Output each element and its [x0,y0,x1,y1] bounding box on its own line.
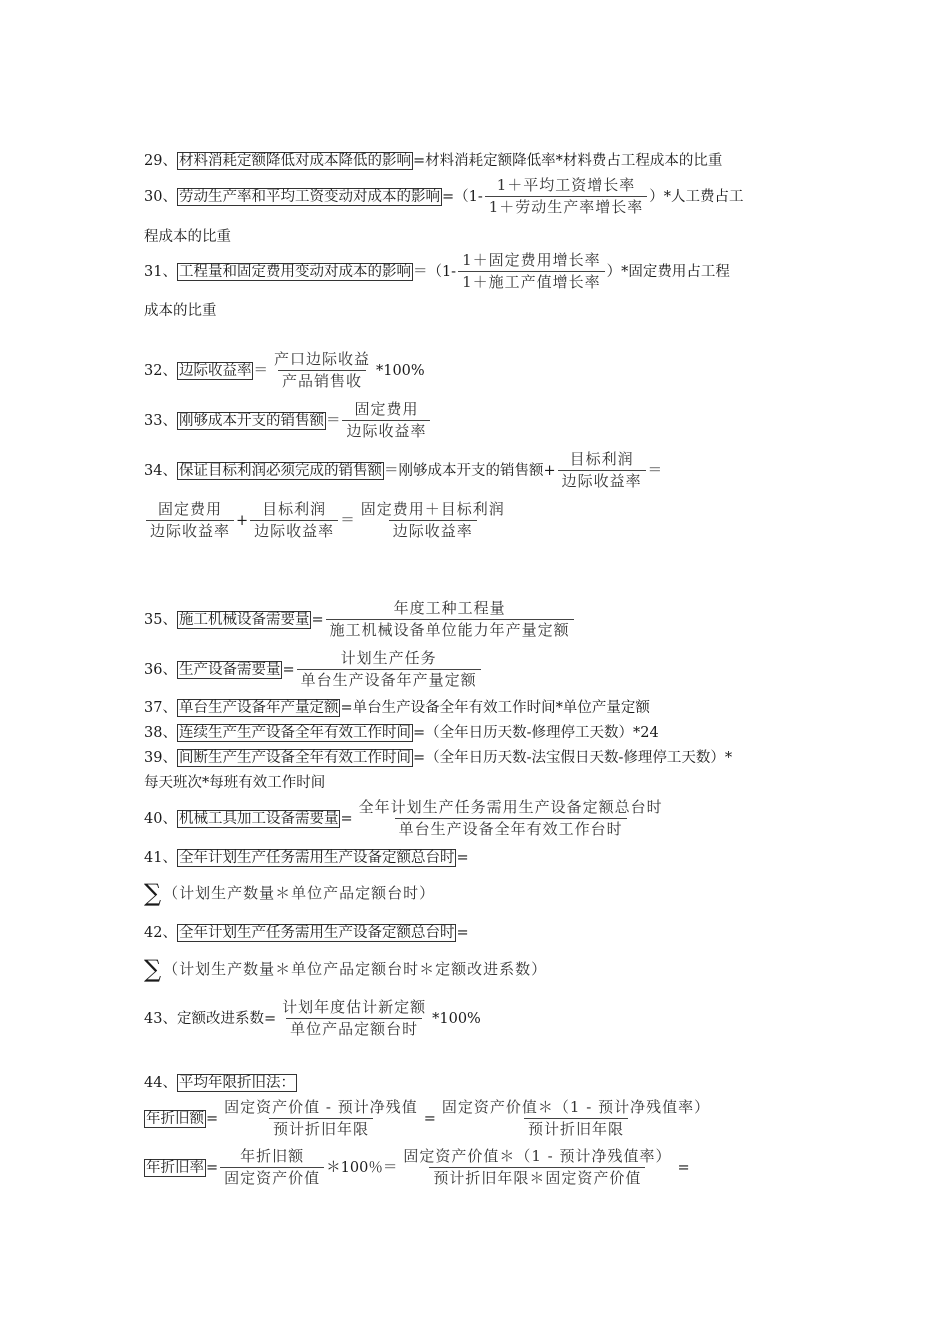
numerator: 目标利润 [569,450,634,468]
formula-text: = [311,611,324,628]
fraction [297,649,481,690]
term-box: 保证目标利润必须完成的销售额 [178,462,382,479]
fraction [220,1098,422,1139]
sum-expression: （计划生产数量＊单位产品定额台时＊定额改进系数） [163,960,548,978]
item-number: 29、 [144,153,177,169]
formula-34 [144,450,662,491]
fraction [342,400,430,441]
sigma-symbol: ∑ [144,955,162,983]
fraction [250,500,338,541]
numerator: 年度工种工程量 [393,599,506,617]
equals-sign: = [206,1159,219,1176]
denominator: 施工机械设备单位能力年产量定额 [326,619,574,640]
term-box: 年折旧额 [146,1110,204,1127]
formula-text: = [456,850,469,866]
item-number: 44、 [144,1075,177,1091]
fraction [458,251,605,292]
denominator: 预计折旧年限＊固定资产价值 [429,1167,645,1188]
denominator: 固定资产价值 [220,1167,324,1188]
numerator: 1＋固定费用增长率 [462,251,601,269]
formula-41-sum [144,879,436,907]
term-box: 边际收益率 [178,362,252,379]
numerator: 年折旧额 [240,1147,305,1165]
fraction [438,1098,714,1139]
term-box: 平均年限折旧法： [178,1075,295,1091]
formula-text: =（1- [441,188,483,205]
formula-text: ＝ [253,362,268,379]
item-number: 33、 [144,412,177,429]
numerator: 固定费用 [158,500,223,518]
formula-37 [144,698,650,718]
term-box: 连续生产生产设备全年有效工作时间 [178,725,411,741]
formula-text: ＊100％＝ [326,1159,398,1176]
item-number: 36、 [144,661,177,678]
item-number: 30、 [144,188,177,205]
term-box: 生产设备需要量 [178,661,281,678]
denominator: 边际收益率 [250,520,338,541]
term-box: 工程量和固定费用变动对成本的影响 [178,263,411,280]
term-box: 全年计划生产任务需用生产设备定额总台时 [178,850,455,866]
sum-expression: （计划生产数量＊单位产品定额台时） [163,884,436,902]
formula-text: =（全年日历天数-法宝假日天数-修理停工天数）* [412,750,733,766]
formula-text: ＝ [647,462,663,479]
numerator: 计划生产任务 [340,649,437,667]
denominator: 1＋施工产值增长率 [458,271,605,292]
formula-36 [144,649,483,690]
sigma-symbol: ∑ [144,879,162,907]
formula-30 [144,176,744,217]
item-number: 34、 [144,462,177,479]
term-box: 施工机械设备需要量 [178,611,310,628]
denominator: 预计折旧年限 [269,1118,373,1139]
formula-text: ＝刚够成本开支的销售额+ [383,462,556,479]
formula-text: ＝ [325,412,341,429]
item-number: 39、 [144,750,177,766]
denominator: 单台生产设备全年有效工作台时 [395,818,627,839]
formula-42-sum [144,955,548,983]
item-number: 35、 [144,611,177,628]
fraction [357,500,509,541]
term-box: 材料消耗定额降低对成本降低的影响 [178,153,411,169]
formula-31 [144,251,730,292]
formula-text: ＝（1- [412,263,457,280]
denominator: 边际收益率 [558,470,646,491]
formula-35 [144,599,576,640]
denominator: 单位产品定额台时 [286,1018,422,1039]
term-box: 刚够成本开支的销售额 [178,412,324,429]
item-number: 38、 [144,725,177,741]
denominator: 边际收益率 [146,520,234,541]
term-box: 机械工具加工设备需要量 [178,810,339,827]
equals-sign: = [206,1110,219,1127]
numerator: 固定资产价值＊（1 - 预计净残值率） [441,1098,711,1116]
equals-sign: ＝ [340,512,355,529]
formula-40 [144,798,669,839]
item-number: 40、 [144,810,177,827]
formula-29 [144,151,722,171]
term-box: 单台生产设备年产量定额 [178,700,339,716]
formula-text: = [282,661,295,678]
term-box: 劳动生产率和平均工资变动对成本的影响 [178,188,440,205]
fraction [399,1147,675,1188]
fraction [558,450,646,491]
plus-sign: + [236,512,249,529]
formula-44 [144,1073,297,1093]
denominator: 产品销售收 [278,370,366,391]
numerator: 固定费用＋目标利润 [360,500,505,518]
fraction [146,500,234,541]
fraction [485,176,648,217]
numerator: 固定资产价值＊（1 - 预计净残值率） [403,1147,672,1165]
formula-text: *100% [375,362,425,379]
continuation-text: 每天班次*每班有效工作时间 [144,775,326,791]
numerator: 固定费用 [354,400,419,418]
numerator: 全年计划生产任务需用生产设备定额总台时 [358,798,663,816]
denominator: 预计折旧年限 [524,1118,628,1139]
denominator: 单台生产设备年产量定额 [297,669,481,690]
equals-sign: = [423,1110,436,1127]
numerator: 固定资产价值 - 预计净残值 [224,1098,418,1116]
formula-34-line2 [144,500,511,541]
item-number: 32、 [144,362,177,379]
formula-text: =材料消耗定额降低率*材料费占工程成本的比重 [412,153,723,169]
term-box: 全年计划生产任务需用生产设备定额总台时 [178,925,455,941]
formula-44-annual-depreciation [144,1098,716,1139]
item-number: 41、 [144,850,177,866]
denominator: 边际收益率 [342,420,430,441]
denominator: 边际收益率 [389,520,477,541]
item-number: 37、 [144,700,177,716]
item-number: 43、 [144,1010,177,1027]
formula-32 [144,350,425,391]
fraction [326,599,574,640]
numerator: 计划年度估计新定额 [282,998,427,1016]
formula-38 [144,723,659,743]
formula-39 [144,748,732,768]
continuation-text: 成本的比重 [144,303,217,319]
numerator: 产口边际收益 [273,350,370,368]
formula-43 [144,998,481,1039]
formula-33 [144,400,432,441]
formula-42 [144,923,469,943]
fraction [278,998,430,1039]
formula-text: ）*人工费占工 [649,188,744,205]
denominator: 1＋劳动生产率增长率 [485,196,648,217]
formula-text: =单台生产设备全年有效工作时间*单位产量定额 [340,700,650,716]
formula-text: = [456,925,469,941]
term-box: 间断生产生产设备全年有效工作时间 [178,750,411,766]
fraction [355,798,667,839]
fraction [220,1147,324,1188]
formula-text: ）*固定费用占工程 [606,263,730,280]
continuation-text: 程成本的比重 [144,229,231,245]
term-box: 年折旧率 [146,1159,204,1176]
formula-text: =（全年日历天数-修理停工天数）*24 [412,725,659,741]
numerator: 1＋平均工资增长率 [496,176,636,194]
formula-41 [144,848,469,868]
formula-44-depreciation-rate [144,1147,690,1188]
item-number: 31、 [144,263,177,280]
numerator: 目标利润 [262,500,327,518]
item-number: 42、 [144,925,177,941]
formula-text: = [340,810,353,827]
formula-text: *100% [432,1010,481,1027]
term-text: 定额改进系数= [176,1010,277,1027]
equals-sign: = [677,1159,690,1176]
fraction [270,350,374,391]
